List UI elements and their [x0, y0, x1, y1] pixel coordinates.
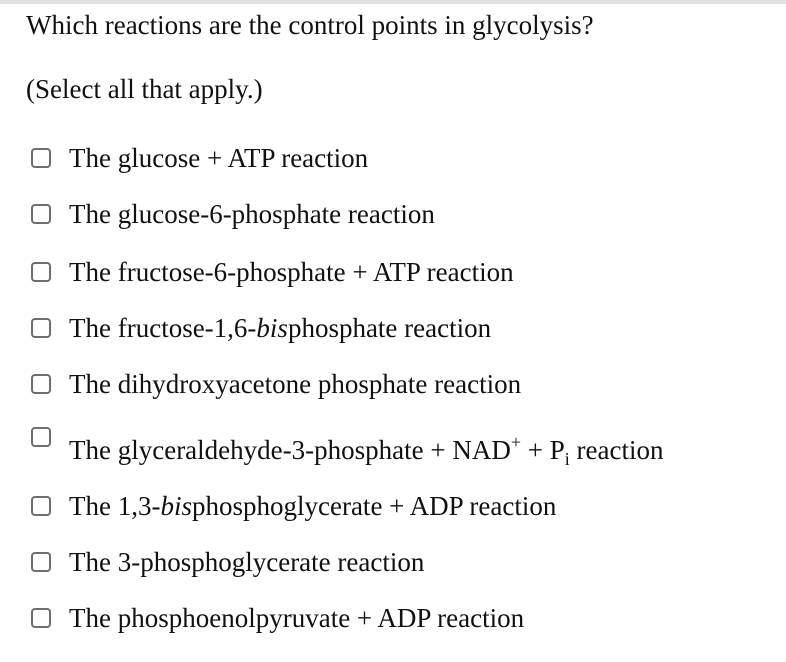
checkbox[interactable]	[31, 204, 51, 224]
checkbox[interactable]	[31, 374, 51, 394]
checkbox[interactable]	[31, 148, 51, 168]
option-1-3-bisphosphoglycerate-adp[interactable]	[31, 489, 556, 523]
checkbox[interactable]	[31, 552, 51, 572]
checkbox[interactable]	[31, 262, 51, 282]
option-glyceraldehyde-3-phosphate-nad[interactable]	[31, 433, 663, 467]
checkbox[interactable]	[31, 427, 51, 447]
option-fructose-6-phosphate-atp[interactable]	[31, 255, 514, 289]
option-label: The glyceraldehyde-3-phosphate + $NAD^+ + P_i$ reaction	[69, 432, 664, 469]
option-label: The 3-phosphoglycerate reaction	[69, 547, 425, 577]
question-instruction: (Select all that apply.)	[26, 74, 263, 104]
option-dihydroxyacetone-phosphate[interactable]	[31, 367, 521, 401]
option-label: The glucose + ATP reaction	[69, 143, 369, 173]
option-label: The dihydroxyacetone phosphate reaction	[69, 369, 522, 399]
option-fructose-1-6-bisphosphate[interactable]	[31, 311, 491, 345]
option-label: The fructose-1,6-bisphosphate reaction	[69, 313, 492, 343]
checkbox[interactable]	[31, 496, 51, 516]
option-3-phosphoglycerate[interactable]	[31, 545, 424, 579]
checkbox[interactable]	[31, 608, 51, 628]
option-glucose-6-phosphate[interactable]	[31, 197, 435, 231]
checkbox[interactable]	[31, 318, 51, 338]
option-glucose-atp[interactable]	[31, 141, 368, 175]
question-title: Which reactions are the control points in glycolysis?	[26, 10, 594, 40]
option-phosphoenolpyruvate-adp[interactable]	[31, 601, 524, 635]
option-label: The phosphoenolpyruvate + ADP reaction	[69, 603, 525, 633]
option-label: The glucose-6-phosphate reaction	[69, 199, 435, 229]
option-label: The fructose-6-phosphate + ATP reaction	[69, 257, 514, 287]
option-label: The 1,3-bisphosphoglycerate + ADP reaction	[69, 491, 557, 521]
